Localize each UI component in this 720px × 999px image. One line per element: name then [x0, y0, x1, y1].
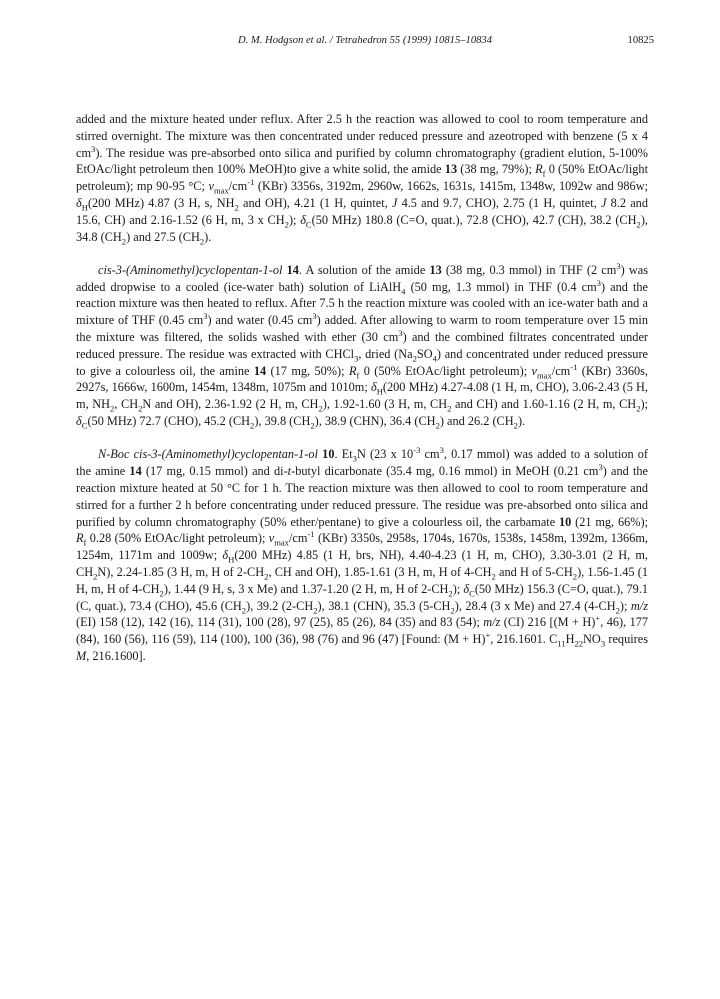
text-run: added and the mixture heated under reflux. After 2.5 h the reaction was allowed to cool to room temperature and stirred overnight. The mixture was then concentrated under reduced pressure and azeotroped with benzene (5 x 4 cm — [76, 112, 648, 160]
subscript: max — [536, 370, 552, 381]
text-run: (50 mg, 1.3 mmol) in THF (0.4 cm — [405, 279, 597, 294]
subscript: H — [228, 554, 235, 565]
text-run: (17 mg, 0.15 mmol) and di- — [141, 464, 288, 479]
text-run: and CH) and 1.60-1.16 (2 H, m, CH — [451, 397, 637, 412]
subscript: 3 — [354, 353, 359, 364]
italic-run: ν — [531, 363, 537, 378]
text-run: cm — [420, 447, 440, 462]
italic-run: m/z — [483, 615, 501, 630]
subscript: 4 — [401, 286, 406, 297]
subscript: 2 — [412, 353, 417, 364]
subscript: 2 — [491, 571, 496, 582]
text-run: (200 MHz) 4.85 (1 H, brs, NH), 4.40-4.23 (1 H, m, CHO), 3.30-3.01 (2 H, m, CH — [76, 548, 648, 579]
text-run: , 216.1601. C — [490, 632, 558, 647]
italic-run: t — [287, 464, 292, 479]
italic-run: J — [391, 195, 398, 210]
compound-number: 10 — [559, 514, 572, 529]
subscript: 2 — [435, 420, 440, 431]
subscript: 2 — [448, 588, 453, 599]
subscript: 2 — [447, 403, 452, 414]
subscript: f — [356, 370, 360, 381]
italic-run: J — [600, 195, 607, 210]
italic-run: N-Boc cis-3-(Aminomethyl)cyclopentan-1-ol — [98, 447, 318, 462]
compound-number: 14 — [129, 464, 142, 479]
subscript: 3 — [352, 453, 357, 464]
subscript: C — [469, 588, 475, 599]
subscript: C — [81, 420, 88, 431]
italic-run: δ — [300, 212, 306, 227]
paragraph-carbamate-10-synthesis — [76, 446, 648, 664]
subscript: H — [81, 202, 88, 213]
subscript: 2 — [310, 420, 315, 431]
text-run: , 46), 177 (84), 160 (56), 116 (59), 114 (100), 100 (36), 98 (76) and 96 (47) [Found: (M + H) — [76, 615, 649, 647]
text-run: -butyl dicarbonate (35.4 mg, 0.16 mmol) in MeOH (0.21 cm — [291, 464, 599, 479]
text-run: ) and water (0.45 cm — [207, 313, 313, 328]
superscript: 3 — [398, 327, 403, 338]
text-run: /cm — [228, 179, 248, 194]
text-run: ), 39.8 (CH — [254, 414, 311, 429]
text-run: and OH), 4.21 (1 H, quintet, — [238, 195, 392, 210]
compound-number: 13 — [444, 162, 458, 177]
text-run: 4.5 and 9.7, CHO), 2.75 (1 H, quintet, — [397, 195, 601, 210]
running-header — [76, 35, 654, 51]
text-run: , CH — [114, 397, 139, 412]
text-run: ) added. After allowing to warm to room temperature over 15 min the mixture was filtered, the solids washed with ether (30 cm — [76, 313, 648, 345]
text-run: N), 2.24-1.85 (3 H, m, H of 2-CH — [97, 564, 265, 579]
italic-run: δ — [463, 581, 470, 596]
text-run: (50 MHz) 180.8 (C=O, quat.), 72.8 (CHO), 42.7 (CH), 38.2 (CH — [311, 212, 637, 227]
text-run: ). — [517, 414, 526, 429]
text-run: ), 39.2 (2-CH — [246, 598, 314, 613]
text-run: ). — [204, 229, 212, 244]
italic-run: cis-3-(Aminomethyl)cyclopentan-1-ol — [98, 262, 283, 277]
italic-run: δ — [76, 414, 82, 429]
text-run: ), 1.44 (9 H, s, 3 x Me) and 1.37-1.20 (2 H, m, H of 2-CH — [163, 581, 449, 596]
superscript: + — [485, 630, 491, 641]
text-run: ), 28.4 (3 x Me) and 27.4 (4-CH — [454, 598, 616, 613]
superscript: 3 — [439, 445, 444, 456]
paragraph-amine-14-synthesis — [76, 262, 648, 430]
subscript: 2 — [159, 588, 164, 599]
text-run: N and OH), 2.36-1.92 (2 H, m, CH — [142, 397, 319, 412]
subscript: 22 — [574, 638, 584, 649]
text-run: N (23 x 10 — [356, 447, 414, 462]
text-run: (21 mg, 66%); — [571, 514, 648, 529]
subscript: max — [274, 537, 289, 548]
text-run: 0 (50% EtOAc/light petroleum); mp 90-95 °C; — [76, 162, 648, 194]
text-run: ); — [452, 581, 464, 596]
italic-run: δ — [370, 380, 377, 395]
italic-run: δ — [222, 548, 229, 563]
subscript: 2 — [615, 604, 620, 615]
italic-run: ν — [208, 179, 214, 194]
superscript: 3 — [312, 311, 317, 322]
text-run: , 216.1600]. — [86, 648, 146, 663]
text-run: (KBr) 3356s, 3192m, 2960w, 1662s, 1631s, 1415m, 1348w, 1092w and 986w; — [254, 179, 648, 194]
text-run: ), 38.9 (CHN), 36.4 (CH — [314, 414, 436, 429]
subscript: 2 — [250, 420, 255, 431]
text-run: (200 MHz) 4.87 (3 H, s, NH — [87, 195, 235, 210]
italic-run: R — [535, 162, 543, 177]
text-run: ), 1.56-1.45 (1 H, m, H of 4-CH — [76, 564, 648, 596]
text-run: ) was added dropwise to a cooled (ice-water bath) solution of LiAlH — [76, 262, 649, 294]
italic-run: ν — [268, 531, 275, 546]
text-run: ) and 26.2 (CH — [439, 414, 514, 429]
text-run: requires — [605, 632, 648, 647]
text-run: ) and concentrated under reduced pressure to give a colourless oil, the amine — [76, 346, 648, 378]
text-run: /cm — [551, 363, 571, 378]
compound-number: 10 — [322, 447, 335, 462]
subscript: 4 — [432, 353, 437, 364]
text-run: . A solution of the amide — [298, 262, 430, 277]
text-run: (KBr) 3360s, 2927s, 1666w, 1600m, 1454m, 1348m, 1075m and 1010m; — [76, 363, 648, 395]
text-run: (38 mg, 79%); — [457, 162, 536, 177]
text-run: ); — [288, 212, 301, 227]
text-run: . Et — [334, 447, 353, 462]
italic-run: m/z — [630, 598, 648, 613]
text-run: ); — [640, 397, 649, 412]
subscript: 3 — [600, 638, 606, 649]
text-run: NO — [583, 632, 601, 647]
subscript: max — [213, 185, 229, 196]
compound-number: 14 — [286, 262, 299, 277]
text-run: ), 34.8 (CH — [76, 212, 648, 244]
page-number: 10825 — [627, 35, 654, 46]
superscript: + — [595, 613, 601, 624]
text-run: H — [565, 632, 575, 647]
subscript: 2 — [450, 604, 455, 615]
text-run: (EI) 158 (12), 142 (16), 114 (31), 100 (28), 97 (25), 85 (26), 84 (35) and 83 (54); — [76, 615, 484, 630]
superscript: 3 — [91, 143, 96, 154]
text-run: ), 1.92-1.60 (3 H, m, CH — [322, 397, 448, 412]
text-run: SO — [416, 346, 433, 361]
subscript: f — [83, 537, 87, 548]
subscript: H — [376, 386, 383, 397]
text-run: and H of 5-CH — [495, 564, 573, 579]
subscript: 2 — [572, 571, 578, 582]
text-run: 8.2 and 15.6, CH) and 2.16-1.52 (6 H, m, 3 x CH — [76, 195, 648, 227]
superscript: -1 — [247, 177, 255, 188]
text-run: (200 MHz) 4.27-4.08 (1 H, m, CHO), 3.06-2.43 (5 H, m, NH — [76, 380, 649, 412]
subscript: 2 — [93, 571, 98, 582]
superscript: -1 — [570, 361, 578, 372]
text-run: , CH and OH), 1.85-1.61 (3 H, m, H of 4-CH — [268, 564, 492, 579]
text-run: ) and the combined filtrates concentrated under reduced pressure. The residue was extracted with CHCl — [76, 330, 648, 361]
italic-run: R — [76, 531, 84, 546]
superscript: 3 — [203, 311, 208, 322]
subscript: 2 — [636, 219, 641, 230]
subscript: 2 — [138, 403, 143, 414]
article-body — [76, 111, 648, 665]
text-run: (KBr) 3350s, 2958s, 1704s, 1670s, 1538s, 1458m, 1392m, 1366m, 1254m, 1171m and 1009w; — [76, 531, 648, 563]
italic-run: M — [76, 648, 87, 663]
text-run: , dried (Na — [358, 346, 413, 361]
subscript: 2 — [234, 202, 239, 213]
subscript: 2 — [121, 236, 127, 247]
superscript: 3 — [596, 277, 601, 288]
italic-run: R — [348, 363, 357, 378]
text-run: (17 mg, 50%); — [266, 363, 349, 378]
subscript: 2 — [636, 403, 641, 414]
superscript: 3 — [598, 462, 603, 473]
subscript: 2 — [284, 219, 289, 230]
subscript: f — [542, 168, 546, 179]
text-run: ). The residue was pre-absorbed onto silica and purified by column chromatography (gradient elution, 5-100% EtOAc/light petroleum then 100% MeOH)to give a white solid, the amide — [76, 145, 648, 177]
text-run: ) and 27.5 (CH — [126, 229, 200, 244]
text-run: ), 38.1 (CHN), 35.3 (5-CH — [317, 598, 451, 613]
superscript: 3 — [616, 260, 621, 271]
subscript: C — [305, 219, 312, 230]
compound-number: 14 — [253, 363, 267, 378]
text-run: 0.28 (50% EtOAc/light petroleum); — [86, 531, 269, 546]
text-run: (38 mg, 0.3 mmol) in THF (2 cm — [441, 262, 617, 277]
subscript: 2 — [110, 403, 115, 414]
text-run: ); — [619, 598, 631, 613]
text-run: ) and the reaction mixture was then heated to reflux. After 7.5 h the reaction mixture was cooled with an ice-water bath and a mixture of THF (0.45 cm — [76, 279, 648, 328]
superscript: -3 — [413, 445, 421, 456]
subscript: 2 — [199, 236, 205, 247]
subscript: 2 — [318, 403, 323, 414]
text-run: /cm — [288, 531, 308, 546]
paragraph-amide-13-characterisation — [76, 111, 648, 245]
text-run: ) and the reaction mixture heated at 50 °C for 1 h. The reaction mixture was then allowed to cool to room temperature and stirred for a further 2 h before concentrating under reduced pressure. The residue was pre-absorbed onto silica and purified by column chromatography (50% ether/pentane) to give a colourless oil, the carbamate — [76, 464, 648, 529]
subscript: 2 — [513, 420, 518, 431]
text-run: (50 MHz) 72.7 (CHO), 45.2 (CH — [87, 414, 251, 429]
running-title: D. M. Hodgson et al. / Tetrahedron 55 (1999) 10815–10834 — [237, 35, 493, 46]
text-run: (CI) 216 [(M + H) — [500, 615, 596, 630]
compound-number: 13 — [429, 262, 442, 277]
italic-run: δ — [76, 195, 82, 210]
subscript: 2 — [264, 571, 269, 582]
text-run: (50 MHz) 156.3 (C=O, quat.), 79.1 (C, quat.), 73.4 (CHO), 45.6 (CH — [76, 581, 648, 613]
subscript: 11 — [557, 638, 566, 649]
subscript: 2 — [313, 604, 318, 615]
superscript: -1 — [307, 529, 315, 540]
text-run: , 0.17 mmol) was added to a solution of the amine — [76, 447, 649, 479]
text-run: 0 (50% EtOAc/light petroleum); — [359, 363, 532, 378]
subscript: 2 — [241, 604, 247, 615]
